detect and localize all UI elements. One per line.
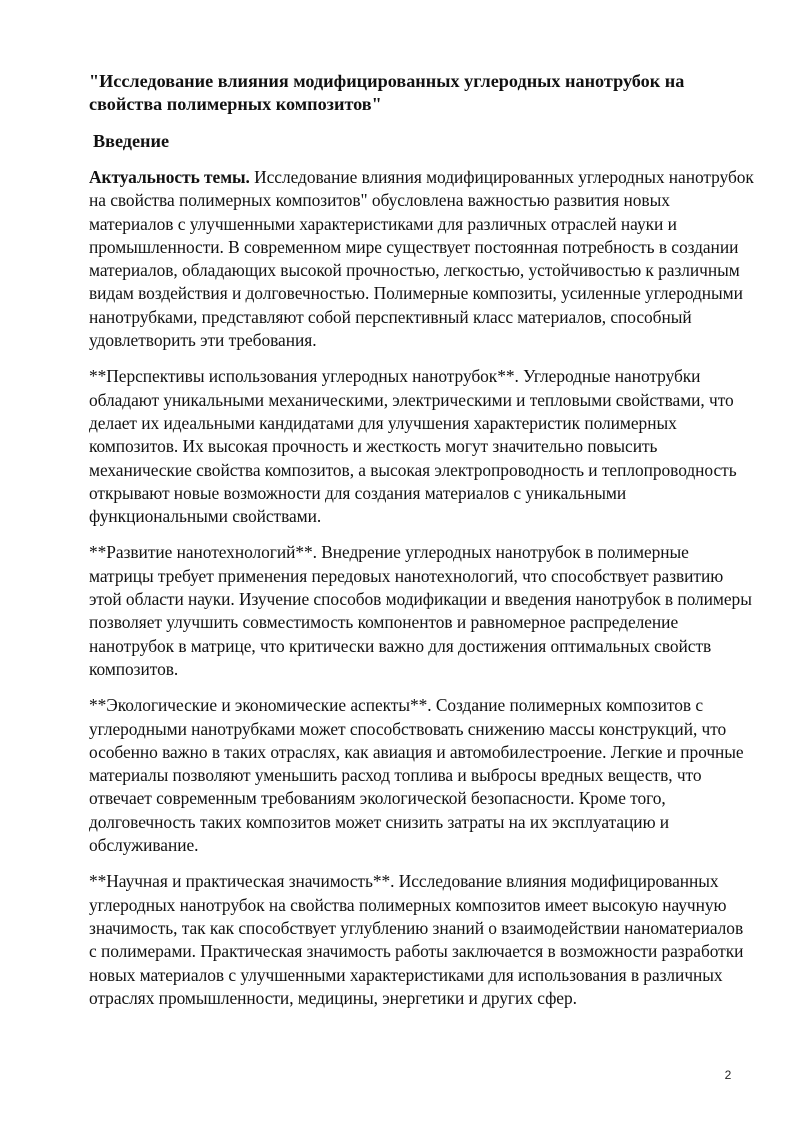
paragraph-relevance (89, 166, 755, 352)
page-number: 2 (724, 1068, 732, 1082)
document-page (89, 70, 755, 1023)
paragraph-lead: Актуальность темы. (89, 167, 250, 187)
paragraph-prospects (89, 365, 755, 528)
paragraph-nanotech (89, 541, 755, 681)
document-title: "Исследование влияния модифицированных углеродных нанотрубок на свойства полимерных композитов" (89, 71, 685, 114)
paragraph-text: **Перспективы использования углеродных нанотрубок**. Углеродные нанотрубки обладают уникальными механическими, электрическими и тепловыми свойствами, что делает их идеальными кандидатами для улучшения характеристик полимерных композитов. Их высокая прочность и жесткость могут значительно повысить механические свойства композитов, а высокая электропроводность и теплопроводность открывают новые возможности для создания материалов с уникальными функциональными свойствами. (89, 366, 737, 527)
paragraph-significance (89, 870, 755, 1010)
paragraph-text: **Научная и практическая значимость**. Исследование влияния модифицированных углеродных нанотрубок на свойства полимерных композитов имеет высокую научную значимость, так как способствует углублению знаний о взаимодействии наноматериалов с полимерами. Практическая значимость работы заключается в возможности разработки новых материалов с улучшенными характеристиками для использования в различных отраслях промышленности, медицины, энергетики и других сфер. (89, 871, 744, 1008)
paragraph-eco-aspects (89, 694, 755, 857)
paragraph-text: **Экологические и экономические аспекты**. Создание полимерных композитов с углеродными нанотрубками может способствовать снижению массы конструкций, что особенно важно в таких отраслях, как авиация и автомобилестроение. Легкие и прочные материалы позволяют уменьшить расход топлива и выбросы вредных веществ, что отвечает современным требованиям экологической безопасности. Кроме того, долговечность таких композитов может снизить затраты на их эксплуатацию и обслуживание. (89, 695, 744, 856)
section-heading: Введение (93, 131, 170, 151)
paragraph-text: Исследование влияния модифицированных углеродных нанотрубок на свойства полимерных композитов" обусловлена важностью развития новых материалов с улучшенными характеристиками для различных отраслей науки и промышленности. В современном мире существует постоянная потребность в создании материалов, обладающих высокой прочностью, легкостью, устойчивостью к различным видам воздействия и долговечностью. Полимерные композиты, усиленные углеродными нанотрубками, представляют собой перспективный класс материалов, способный удовлетворить эти требования. (89, 167, 754, 351)
paragraph-text: **Развитие нанотехнологий**. Внедрение углеродных нанотрубок в полимерные матрицы требует применения передовых нанотехнологий, что способствует развитию этой области науки. Изучение способов модификации и введения нанотрубок в полимеры позволяет улучшить совместимость компонентов и равномерное распределение нанотрубок в матрице, что критически важно для достижения оптимальных свойств композитов. (89, 542, 752, 679)
